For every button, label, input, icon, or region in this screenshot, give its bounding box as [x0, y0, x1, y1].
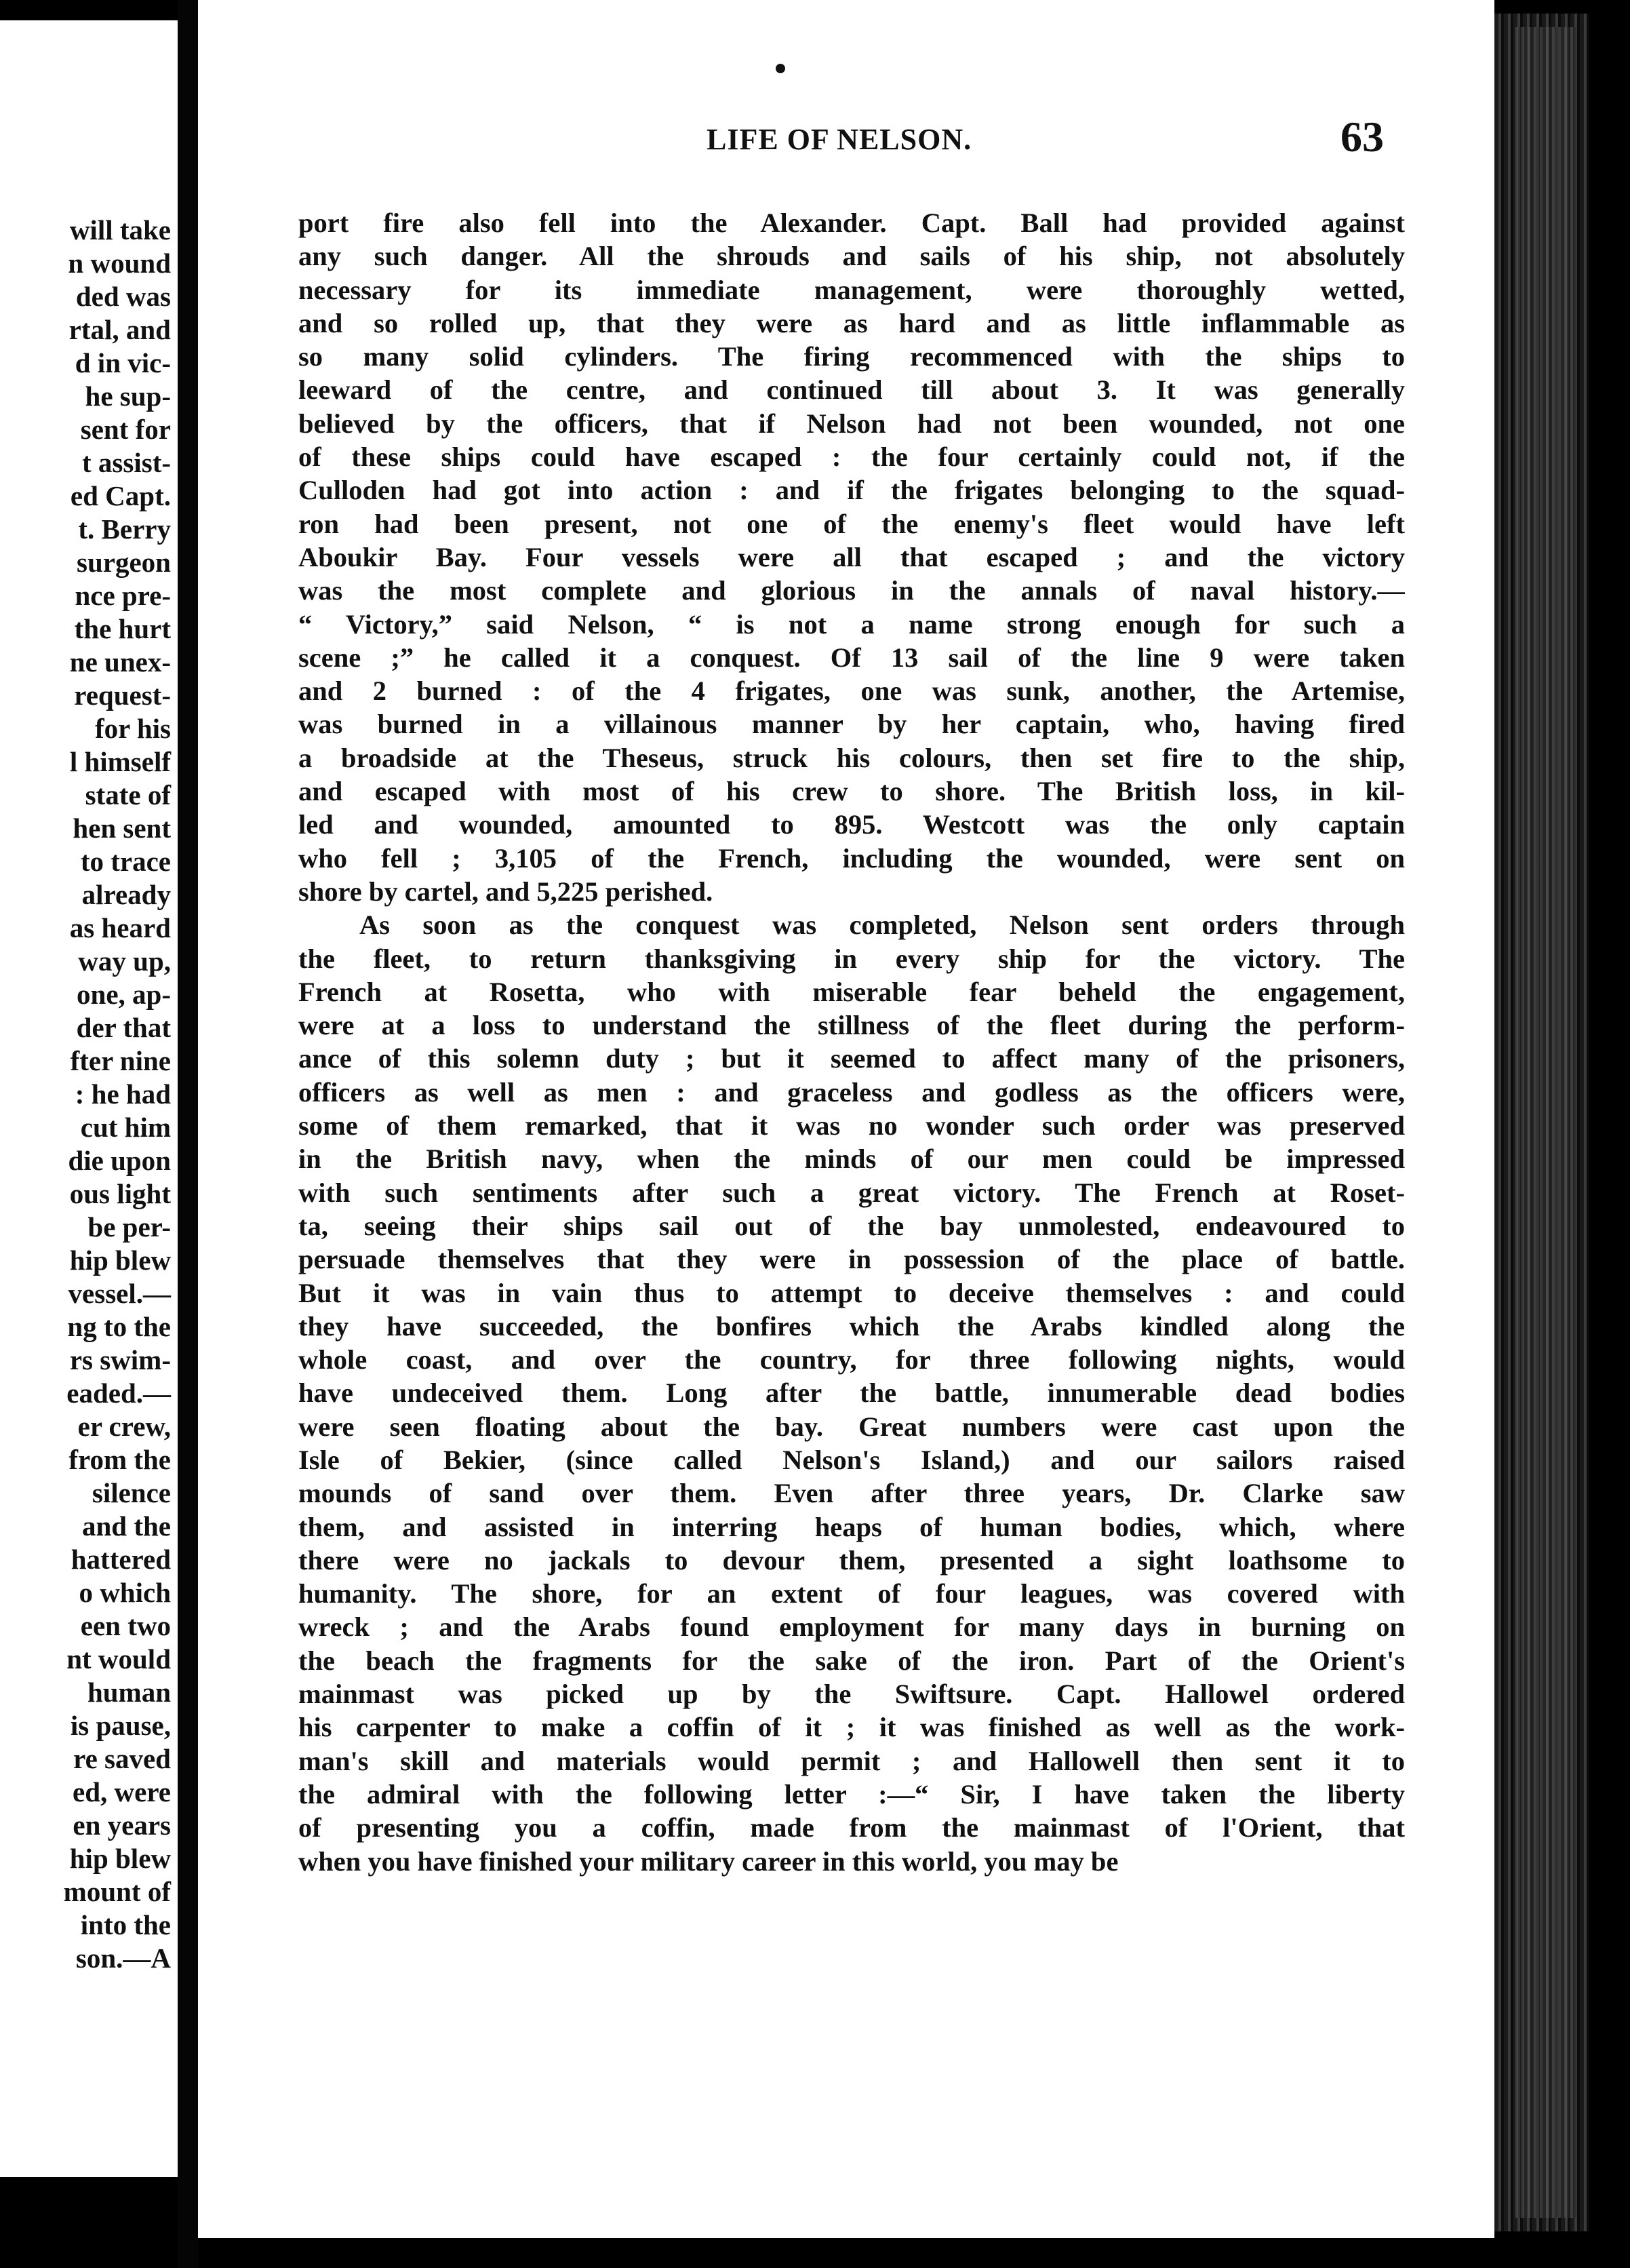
body-line: As soon as the conquest was completed, Nelson sent orders through [359, 910, 1405, 941]
left-fragment-line: rtal, and [68, 314, 171, 345]
body-line: were seen floating about the bay. Great numbers were cast upon the [298, 1411, 1405, 1442]
body-line: man's skill and materials would permit ; and Hallowell then sent it to [298, 1745, 1405, 1776]
body-line: port fire also fell into the Alexander. Capt. Ball had provided against [298, 208, 1405, 238]
left-fragment-line: fter nine [70, 1045, 171, 1076]
body-line: Culloden had got into action : and if the frigates belonging to the squad- [298, 475, 1405, 506]
left-fragment-line: ed Capt. [70, 480, 171, 511]
left-fragment-line: der that [76, 1012, 171, 1043]
left-fragment-line: een two [80, 1610, 171, 1641]
left-fragment-line: er crew, [77, 1411, 171, 1442]
left-fragment-line: he sup- [85, 380, 171, 412]
left-fragment-line: t assist- [82, 447, 171, 478]
body-line: there were no jackals to devour them, presented a sight loathsome to [298, 1544, 1405, 1576]
left-fragment-line: l himself [69, 746, 171, 777]
left-fragment-line: t. Berry [78, 513, 171, 545]
body-line: have undeceived them. Long after the battle, innumerable dead bodies [298, 1377, 1405, 1409]
body-line: humanity. The shore, for an extent of four leagues, was covered with [298, 1578, 1405, 1609]
body-line: shore by cartel, and 5,225 perished. [298, 876, 713, 907]
left-fragment-line: : he had [75, 1078, 171, 1110]
book-gutter [178, 0, 198, 2268]
left-fragment-line: rs swim- [69, 1344, 171, 1375]
body-line: with such sentiments after such a great victory. The French at Roset- [298, 1177, 1405, 1208]
body-line: and 2 burned : of the 4 frigates, one was sunk, another, the Artemise, [298, 676, 1405, 707]
body-line: wreck ; and the Arabs found employment for many days in burning on [298, 1611, 1405, 1643]
body-line: they have succeeded, the bonfires which the Arabs kindled along the [298, 1310, 1405, 1342]
body-line: so many solid cylinders. The firing recommenced with the ships to [298, 341, 1405, 372]
body-line: was burned in a villainous manner by her captain, who, having fired [298, 709, 1405, 740]
left-fragment-line: ous light [69, 1178, 171, 1209]
body-line: Isle of Bekier, (since called Nelson's Island,) and our sailors raised [298, 1444, 1405, 1475]
body-line: them, and assisted in interring heaps of human bodies, which, where [298, 1511, 1405, 1542]
left-fragment-line: as heard [69, 912, 171, 943]
left-fragment-line: way up, [78, 945, 171, 977]
left-fragment-line: cut him [80, 1112, 171, 1143]
body-line: led and wounded, amounted to 895. Westcott was the only captain [298, 809, 1405, 840]
left-fragment-line: son.—A [75, 1942, 171, 1974]
body-line: “ Victory,” said Nelson, “ is not a name strong enough for such a [298, 608, 1405, 640]
left-fragment-line: is pause, [70, 1710, 171, 1741]
body-text [298, 206, 1405, 1878]
left-fragment-line: eaded.— [66, 1377, 171, 1409]
left-fragment-line: nt would [66, 1643, 171, 1675]
left-fragment-line: state of [85, 779, 171, 810]
body-line: officers as well as men : and graceless and godless as the officers were, [298, 1076, 1405, 1108]
left-fragment-line: human [87, 1677, 171, 1708]
left-fragment-line: for his [94, 713, 171, 744]
body-line: and so rolled up, that they were as hard and as little inflammable as [298, 307, 1405, 338]
left-fragment-line: will take [69, 214, 171, 246]
page-edges-highlight [1515, 27, 1576, 2218]
left-fragment-line: from the [68, 1444, 171, 1475]
left-fragment-line: and the [81, 1510, 171, 1542]
body-line: leeward of the centre, and continued till about 3. It was generally [298, 374, 1405, 406]
left-fragment-line: ded was [75, 281, 171, 312]
left-fragment-line: into the [80, 1909, 171, 1940]
body-line: ance of this solemn duty ; but it seemed to affect many of the prisoners, [298, 1043, 1405, 1074]
left-fragment-line: ed, were [73, 1776, 171, 1807]
body-line: the beach the fragments for the sake of the iron. Part of the Orient's [298, 1645, 1405, 1676]
body-line: necessary for its immediate management, were thoroughly wetted, [298, 274, 1405, 305]
body-line: of presenting you a coffin, made from the mainmast of l'Orient, that [298, 1812, 1405, 1843]
body-line: of these ships could have escaped : the four certainly could not, if the [298, 442, 1405, 473]
body-line: scene ;” he called it a conquest. Of 13 sail of the line 9 were taken [298, 642, 1405, 673]
body-line: was the most complete and glorious in the annals of naval history.— [298, 575, 1405, 606]
body-line: his carpenter to make a coffin of it ; it was finished as well as the work- [298, 1712, 1405, 1743]
left-fragment-line: surgeon [77, 547, 171, 578]
ink-mark [776, 64, 785, 73]
left-fragment-line: already [81, 879, 171, 910]
page-number: 63 [1340, 113, 1384, 161]
left-fragment-line: request- [74, 680, 171, 711]
running-head: LIFE OF NELSON. [707, 123, 972, 156]
body-line: a broadside at the Theseus, struck his colours, then set fire to the ship, [298, 742, 1405, 773]
left-fragment-line: ng to the [67, 1311, 171, 1342]
left-fragment-line: ne unex- [69, 646, 171, 678]
left-fragment-line: hip blew [69, 1843, 171, 1874]
body-line: who fell ; 3,105 of the French, including the wounded, were sent on [298, 842, 1405, 874]
left-fragment-line: d in vic- [75, 347, 171, 378]
left-fragment-line: be per- [87, 1211, 171, 1243]
body-line: the fleet, to return thanksgiving in every ship for the victory. The [298, 943, 1405, 974]
body-line: mounds of sand over them. Even after three years, Dr. Clarke saw [298, 1478, 1405, 1509]
body-line: and escaped with most of his crew to shore. The British loss, in kil- [298, 776, 1405, 807]
body-line: in the British navy, when the minds of our men could be impressed [298, 1143, 1405, 1175]
body-line: whole coast, and over the country, for three following nights, would [298, 1344, 1405, 1375]
body-line: French at Rosetta, who with miserable fear beheld the engagement, [298, 976, 1405, 1007]
left-fragment-line: one, ap- [77, 979, 171, 1010]
left-fragment-line: sent for [80, 414, 171, 445]
main-page [198, 0, 1494, 2238]
left-fragment-line: hip blew [69, 1245, 171, 1276]
body-line: But it was in vain thus to attempt to deceive themselves : and could [298, 1277, 1405, 1308]
left-fragment-line: vessel.— [68, 1278, 171, 1309]
left-fragment-line: en years [73, 1810, 171, 1841]
left-page-text [1, 214, 171, 1975]
left-fragment-line: re saved [73, 1743, 171, 1774]
body-line: mainmast was picked up by the Swiftsure. Capt. Hallowel ordered [298, 1679, 1405, 1710]
left-fragment-line: hen sent [73, 813, 171, 844]
body-line: Aboukir Bay. Four vessels were all that escaped ; and the victory [298, 541, 1405, 572]
left-fragment-line: die upon [68, 1145, 171, 1176]
left-fragment-line: mount of [63, 1876, 171, 1907]
left-page-fragment [0, 20, 178, 2177]
body-line: ron had been present, not one of the enemy's fleet would have left [298, 508, 1405, 539]
body-line: ta, seeing their ships sail out of the bay unmolested, endeavoured to [298, 1210, 1405, 1241]
body-line: any such danger. All the shrouds and sails of his ship, not absolutely [298, 241, 1405, 272]
left-fragment-line: silence [92, 1477, 171, 1508]
body-line: believed by the officers, that if Nelson had not been wounded, not one [298, 408, 1405, 439]
left-fragment-line: o which [79, 1577, 171, 1608]
left-fragment-line: to trace [80, 846, 171, 877]
left-fragment-line: nce pre- [75, 580, 171, 611]
body-line: the admiral with the following letter :—“ Sir, I have taken the liberty [298, 1778, 1405, 1810]
body-line: were at a loss to understand the stillness of the fleet during the perform- [298, 1010, 1405, 1041]
body-line: when you have finished your military career in this world, you may be [298, 1845, 1119, 1877]
left-fragment-line: hattered [71, 1544, 171, 1575]
body-line: persuade themselves that they were in possession of the place of battle. [298, 1244, 1405, 1275]
left-fragment-line: the hurt [74, 613, 171, 644]
left-fragment-line: n wound [68, 248, 171, 279]
body-line: some of them remarked, that it was no wonder such order was preserved [298, 1110, 1405, 1141]
